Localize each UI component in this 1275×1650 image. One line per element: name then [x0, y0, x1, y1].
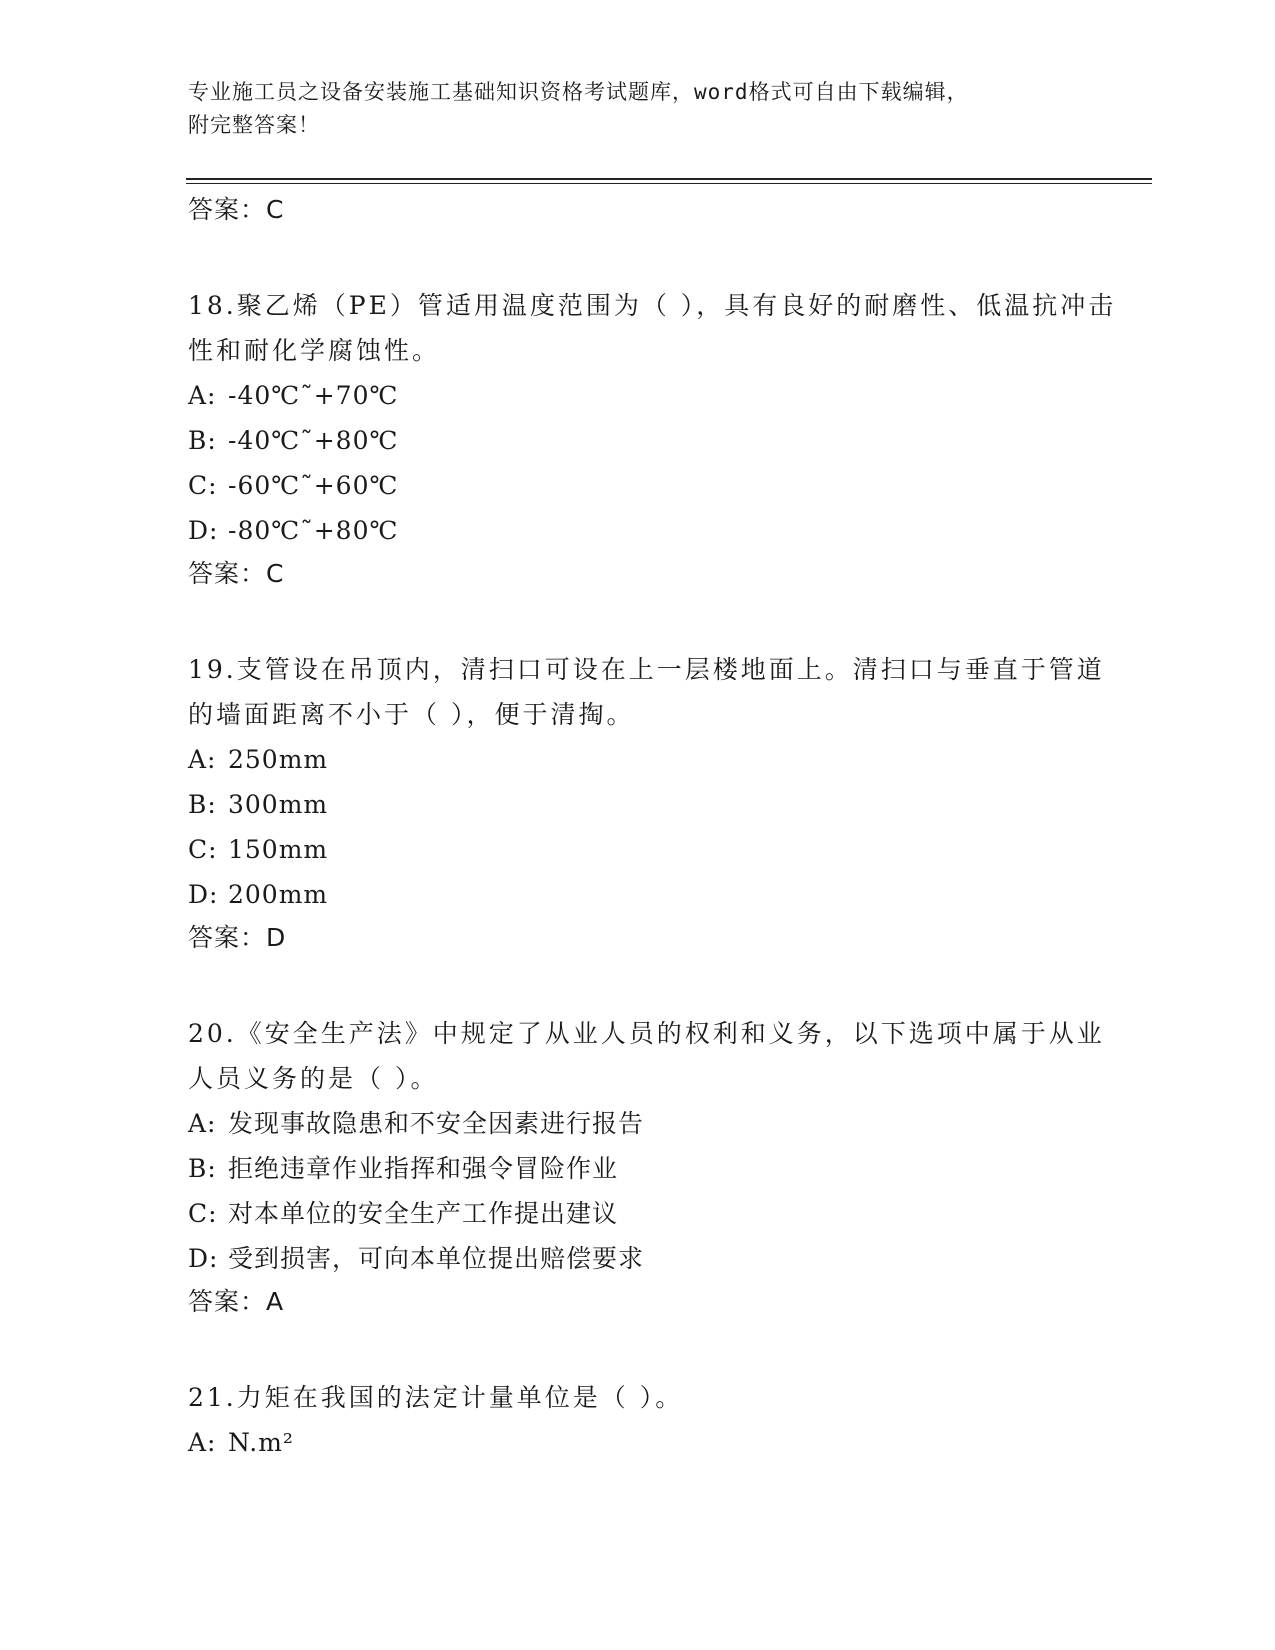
- question-21: [188, 1375, 1128, 1465]
- question-stem: 20.《安全生产法》中规定了从业人员的权利和义务，以下选项中属于从业人员义务的是（ ）。: [188, 1019, 1105, 1093]
- option-d: [188, 508, 1128, 553]
- option-text: -80℃˜+80℃: [228, 516, 399, 545]
- option-text: 200mm: [228, 880, 329, 909]
- question-stem: 19.支管设在吊顶内，清扫口可设在上一层楼地面上。清扫口与垂直于管道的墙面距离不小于（ ），便于清掏。: [188, 655, 1105, 729]
- option-d: [188, 1236, 1128, 1281]
- option-key: D:: [188, 516, 219, 545]
- option-text: 拒绝违章作业指挥和强令冒险作业: [228, 1154, 619, 1183]
- option-key: D:: [188, 880, 219, 909]
- question-answer: 答案：C: [188, 559, 285, 588]
- question-list: [188, 193, 1128, 1465]
- question-19: [188, 647, 1128, 955]
- option-b: [188, 418, 1128, 463]
- option-key: C:: [188, 835, 218, 864]
- question-18: [188, 283, 1128, 591]
- option-key: A:: [188, 1428, 217, 1457]
- option-key: A:: [188, 1109, 217, 1138]
- option-text: 150mm: [228, 835, 329, 864]
- question-answer: 答案：A: [188, 1287, 285, 1316]
- option-text: 300mm: [228, 790, 329, 819]
- page-header: [188, 76, 1088, 142]
- header-line-1: 专业施工员之设备安装施工基础知识资格考试题库，word格式可自由下载编辑，: [188, 80, 969, 104]
- option-key: B:: [188, 790, 217, 819]
- option-d: [188, 872, 1128, 917]
- option-b: [188, 782, 1128, 827]
- option-key: B:: [188, 426, 217, 455]
- option-a: [188, 373, 1128, 418]
- question-20: [188, 1011, 1128, 1319]
- option-c: [188, 463, 1128, 508]
- previous-answer: 答案：C: [188, 195, 285, 224]
- option-text: -40℃˜+80℃: [228, 426, 399, 455]
- option-text: 发现事故隐患和不安全因素进行报告: [228, 1109, 645, 1138]
- question-answer: 答案：D: [188, 923, 287, 952]
- option-text: N.m²: [228, 1428, 294, 1457]
- option-c: [188, 1191, 1128, 1236]
- option-a: [188, 1101, 1128, 1146]
- option-a: [188, 1420, 1128, 1465]
- option-key: A:: [188, 745, 217, 774]
- option-text: 对本单位的安全生产工作提出建议: [228, 1199, 619, 1228]
- question-stem: 18.聚乙烯（PE）管适用温度范围为（ ），具有良好的耐磨性、低温抗冲击性和耐化学腐蚀性。: [188, 291, 1117, 365]
- option-text: -40℃˜+70℃: [228, 381, 399, 410]
- option-key: D:: [188, 1244, 219, 1273]
- option-key: C:: [188, 1199, 218, 1228]
- option-b: [188, 1146, 1128, 1191]
- header-line-2: 附完整答案！: [188, 113, 320, 137]
- header-rule-thick: [186, 178, 1152, 180]
- option-text: 250mm: [228, 745, 329, 774]
- option-key: A:: [188, 381, 217, 410]
- option-key: C:: [188, 471, 218, 500]
- option-key: B:: [188, 1154, 217, 1183]
- option-text: 受到损害，可向本单位提出赔偿要求: [228, 1244, 645, 1273]
- header-rule-thin: [186, 183, 1152, 184]
- option-text: -60℃˜+60℃: [228, 471, 399, 500]
- question-stem: 21.力矩在我国的法定计量单位是（ ）。: [188, 1383, 684, 1412]
- option-a: [188, 737, 1128, 782]
- option-c: [188, 827, 1128, 872]
